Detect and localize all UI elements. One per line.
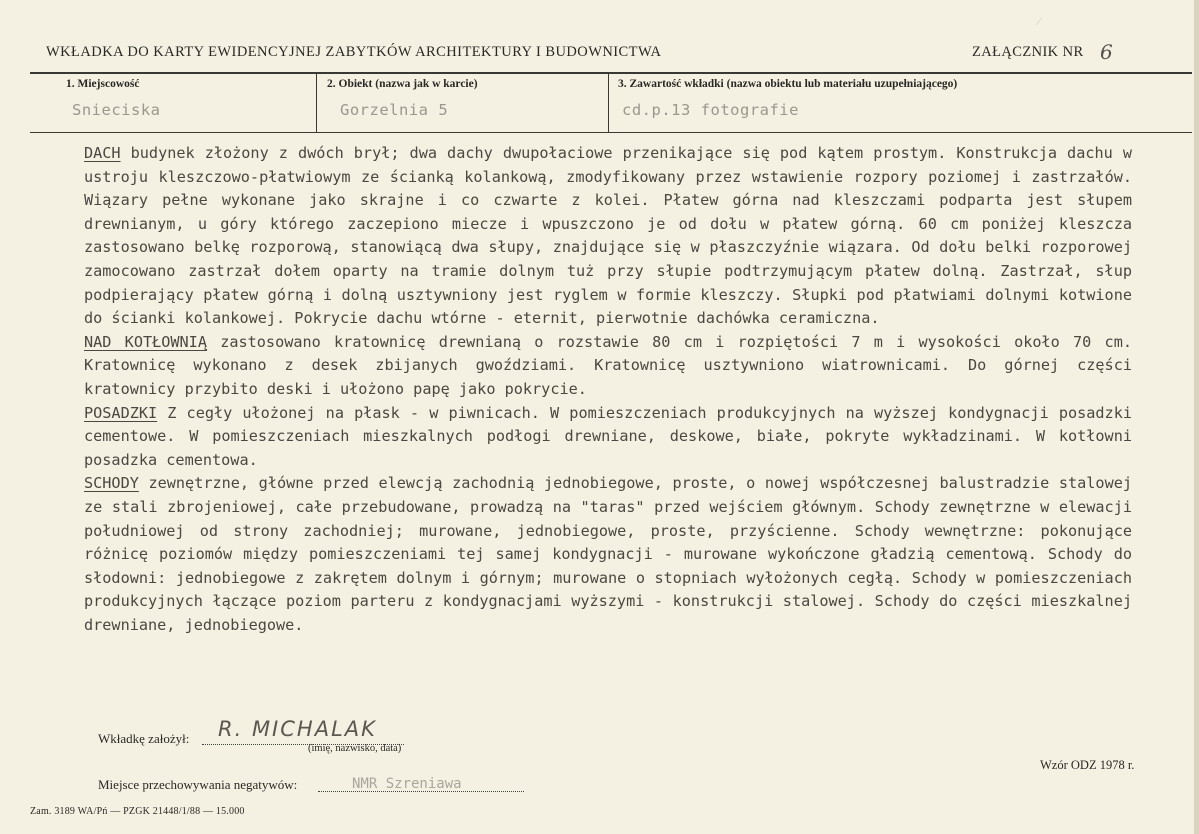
locality-value: Snieciska bbox=[72, 101, 161, 119]
column-divider-1 bbox=[316, 73, 317, 132]
storage-label: Miejsce przechowywania negatywów: bbox=[98, 777, 298, 792]
object-label: 2. Obiekt (nazwa jak w karcie) bbox=[327, 78, 478, 90]
floors-paragraph bbox=[84, 402, 1132, 473]
floors-text: Z cegły ułożonej na płask - w piwnicach. W pomieszczeniach produkcyjnych na wyższej kondygnacji posadzki cementowe. W pomieszczeniach mieszkalnych podłogi drewniane, deskowe, białe, pokryte wykładzinami. W kotłowni posadzka cementowa. bbox=[84, 403, 1132, 469]
object-value: Gorzelnia 5 bbox=[340, 101, 449, 119]
storage-value: NMR Szreniawa bbox=[352, 776, 462, 792]
content-value: cd.p.13 fotografie bbox=[622, 101, 799, 119]
boiler-paragraph bbox=[84, 331, 1132, 402]
boiler-text: zastosowano kratownicę drewnianą o rozstawie 80 cm i rozpiętości 7 m i wysokości około 70 cm. Kratownicę wykonano z desek zbijanych gwoździami. Kratownicę usztywniono wiatrownicami. Do górnej części kratownicy przybito deski i ułożono papę jako pokrycie. bbox=[84, 332, 1132, 398]
roof-paragraph bbox=[84, 142, 1132, 331]
author-label: Wkładkę założył: bbox=[98, 731, 190, 746]
stairs-text: zewnętrzne, główne przed elewcją zachodnią jednobiegowe, proste, o nowej współczesnej balustradzie stalowej ze stali zbrojeniowej, całe przebudowane, prowadzą na "taras" przed wejściem głównym. Schody zewnętrzne w elewacji południowej od strony zachodniej; murowane, jednobiegowe, proste, przyścienne. Schody wewnętrzne: pokonujące różnicę poziomów między pomieszczeniami tej samej kondygnacji - murowane wykończone gładzią cementową. Schody do słodowni: jednobiegowe z zakrętem dolnym i górnym; murowane o stopniach wyłożonych cegłą. Schody w pomieszczeniach produkcyjnych łączące poziom parteru z kondygnacjami wyższymi - konstrukcji stalowej. Schody do części mieszkalnej drewniane, jednobiegowe. bbox=[84, 474, 1132, 634]
form-title: WKŁADKA DO KARTY EWIDENCYJNEJ ZABYTKÓW ARCHITEKTURY I BUDOWNICTWA bbox=[46, 44, 662, 60]
column-divider-2 bbox=[608, 73, 609, 132]
fields-rule bbox=[30, 132, 1192, 133]
roof-text: budynek złożony z dwóch brył; dwa dachy dwupołaciowe przenikające się pod kątem prostym. Konstrukcja dachu w ustroju kleszczowo-płatwiowym ze ścianką kolankową, zmodyfikowany przez wstawienie rozpory poziomej i zastrzałów. Wiązary pełne wykonane jako skrajne i co czwarte z kolei. Płatew górna nad kleszczami podparta jest słupem drewnianym, u góry którego zaczepiono miecze i wpuszczono je od dołu w płatew górną. 60 cm poniżej kleszcza zastosowano belkę rozporową, stanowiącą dwa słupy, znajdujące się w płaszczyźnie wiązara. Od dołu belki rozporowej zamocowano zastrzał dołem oparty na tramie dolnym tuż przy słupie podtrzymującym płatew dolną. Zastrzał, słup podpierający płatew górną i dolną usztywniony jest ryglem w formie kleszczy. Słupki pod płatwiami dolnymi kotwione do ścianki kolankowej. Pokrycie dachu wtórne - eternit, pierwotnie dachówka ceramiczna. bbox=[84, 144, 1132, 328]
author-signature: R. MICHALAK bbox=[218, 717, 377, 741]
floors-heading: POSADZKI bbox=[84, 403, 158, 422]
locality-label: 1. Miejscowość bbox=[66, 78, 140, 90]
attachment-number: 6 bbox=[1100, 40, 1113, 64]
content-label: 3. Zawartość wkładki (nazwa obiektu lub materiału uzupełniającego) bbox=[618, 78, 958, 90]
description-text bbox=[84, 142, 1132, 637]
roof-heading: DACH bbox=[84, 144, 121, 162]
boiler-heading: NAD KOTŁOWNIĄ bbox=[84, 332, 207, 351]
pen-mark: ⁄ bbox=[1038, 14, 1041, 28]
attachment-label: ZAŁĄCZNIK NR bbox=[972, 44, 1084, 60]
author-hint: (imię, nazwisko, data) bbox=[308, 743, 402, 754]
stairs-heading: SCHODY bbox=[84, 474, 139, 493]
form-pattern: Wzór ODZ 1978 r. bbox=[1040, 758, 1135, 772]
header-rule bbox=[30, 72, 1192, 74]
print-info: Zam. 3189 WA/Pń — PZGK 21448/1/88 — 15.000 bbox=[30, 806, 245, 817]
paper-edge bbox=[1194, 0, 1199, 834]
stairs-paragraph bbox=[84, 472, 1132, 637]
